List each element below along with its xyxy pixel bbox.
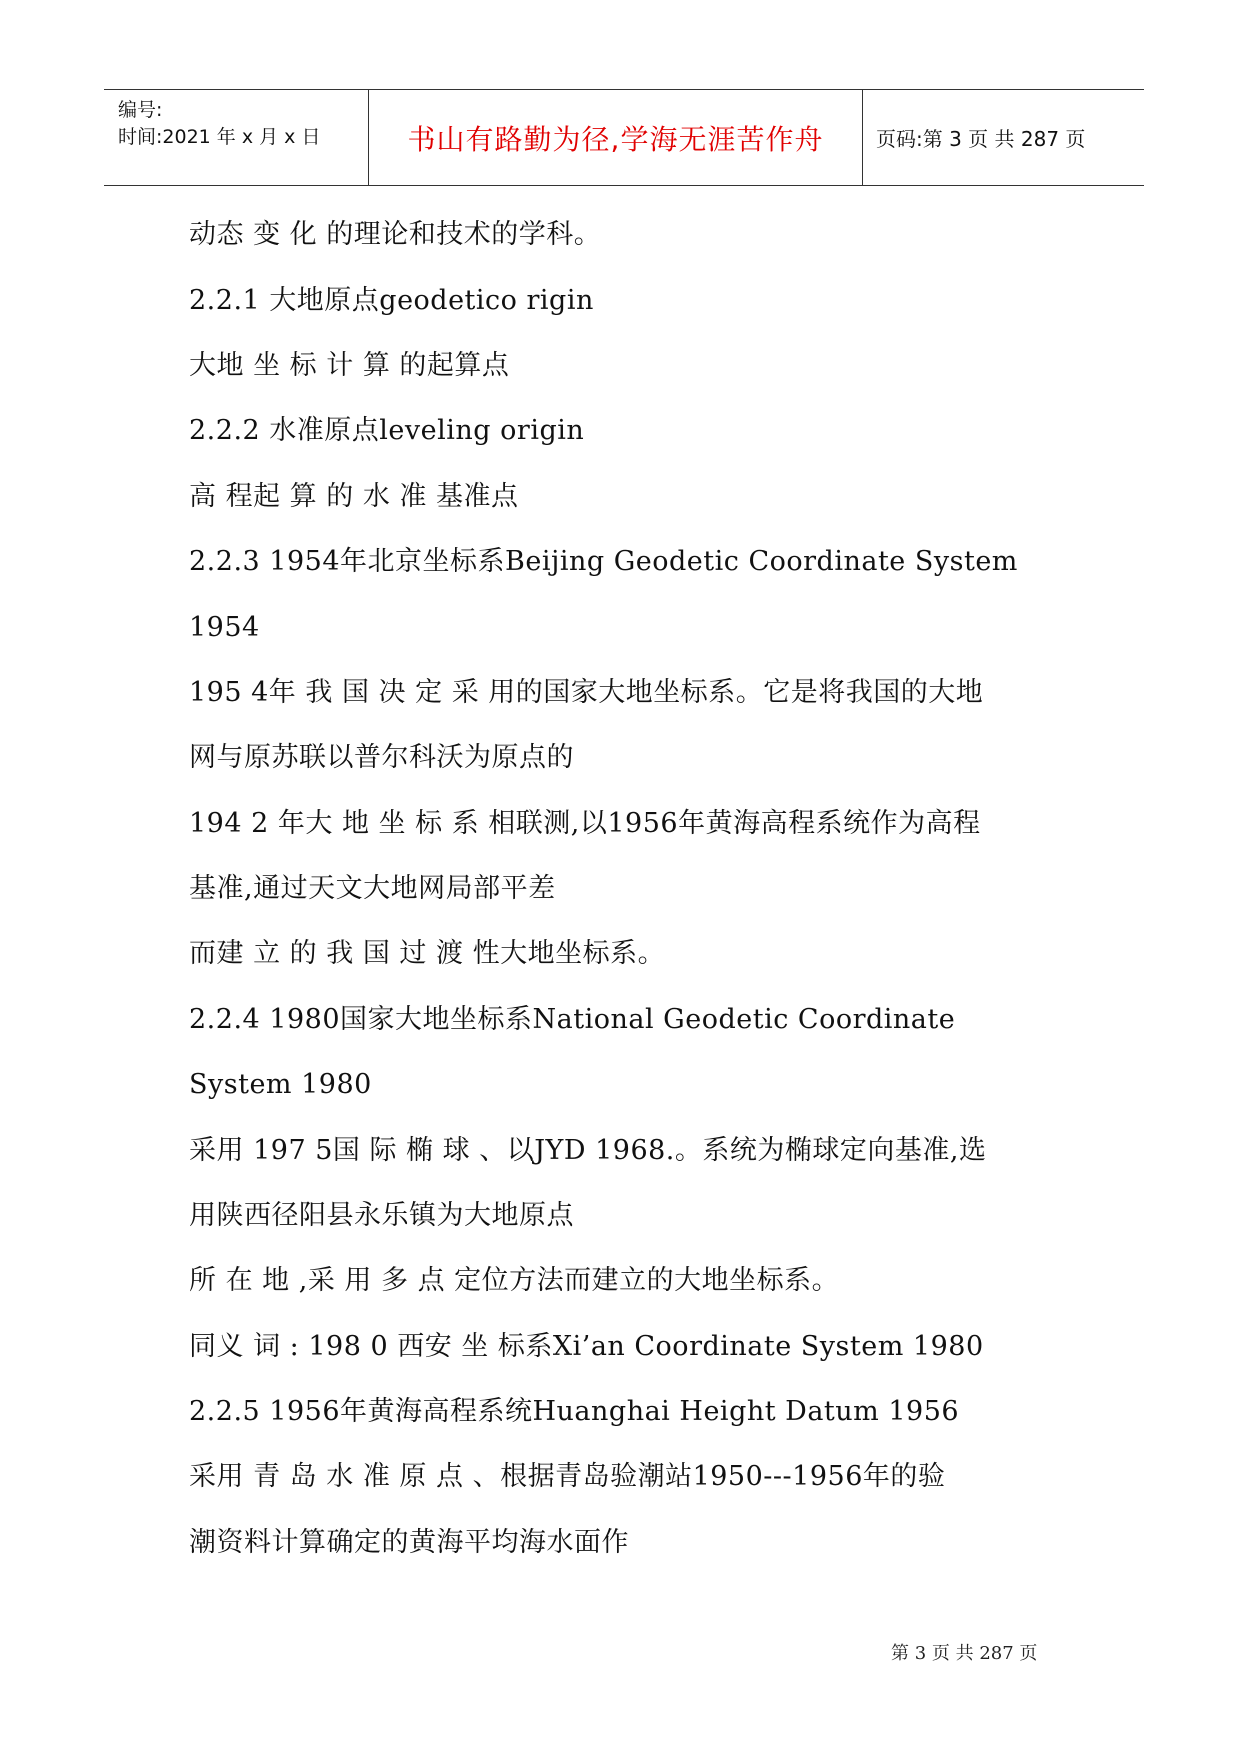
document-header [104,89,1144,186]
document-time-label: 时间:2021 年 x 月 x 日 [118,126,321,148]
page-footer: 第 3 页 共 287 页 [891,1643,1038,1664]
body-line: 大地 坐 标 计 算 的起算点 [189,350,510,381]
header-motto: 书山有路勤为径,学海无涯苦作舟 [407,122,824,156]
body-line: 2.2.5 1956年黄海高程系统Huanghai Height Datum 1956 [189,1396,960,1427]
header-page-cell [864,90,1144,185]
body-line: 采用 197 5国 际 椭 球 、以JYD 1968.。系统为椭球定向基准,选 [189,1135,987,1166]
body-line: 2.2.2 水准原点leveling origin [189,415,585,446]
header-motto-cell [369,90,863,185]
body-line: 2.2.3 1954年北京坐标系Beijing Geodetic Coordinate System [189,546,1018,577]
document-code-label: 编号: [118,99,163,121]
body-line: 所 在 地 ,采 用 多 点 定位方法而建立的大地坐标系。 [189,1265,840,1296]
body-line: 而建 立 的 我 国 过 渡 性大地坐标系。 [189,938,666,969]
body-line: 用陕西径阳县永乐镇为大地原点 [189,1200,574,1231]
body-line: 2.2.1 大地原点geodetico rigin [189,285,594,316]
header-page-number: 页码:第 3 页 共 287 页 [876,127,1086,151]
body-line: 1954 [189,612,260,643]
body-line: System 1980 [189,1069,372,1100]
body-line: 高 程起 算 的 水 准 基准点 [189,481,519,512]
body-line: 采用 青 岛 水 准 原 点 、根据青岛验潮站1950---1956年的验 [189,1461,946,1492]
body-line: 194 2 年大 地 坐 标 系 相联测,以1956年黄海高程系统作为高程 [189,808,981,839]
body-line: 潮资料计算确定的黄海平均海水面作 [189,1527,629,1558]
body-line: 基准,通过天文大地网局部平差 [189,873,556,904]
body-line: 动态 变 化 的理论和技术的学科。 [189,219,602,250]
body-line: 同义 词 : 198 0 西安 坐 标系Xi’an Coordinate System 1980 [189,1331,984,1362]
body-line: 网与原苏联以普尔科沃为原点的 [189,742,574,773]
body-line: 2.2.4 1980国家大地坐标系National Geodetic Coordinate [189,1004,956,1035]
body-line: 195 4年 我 国 决 定 采 用的国家大地坐标系。它是将我国的大地 [189,677,984,708]
header-meta-cell [104,90,369,185]
